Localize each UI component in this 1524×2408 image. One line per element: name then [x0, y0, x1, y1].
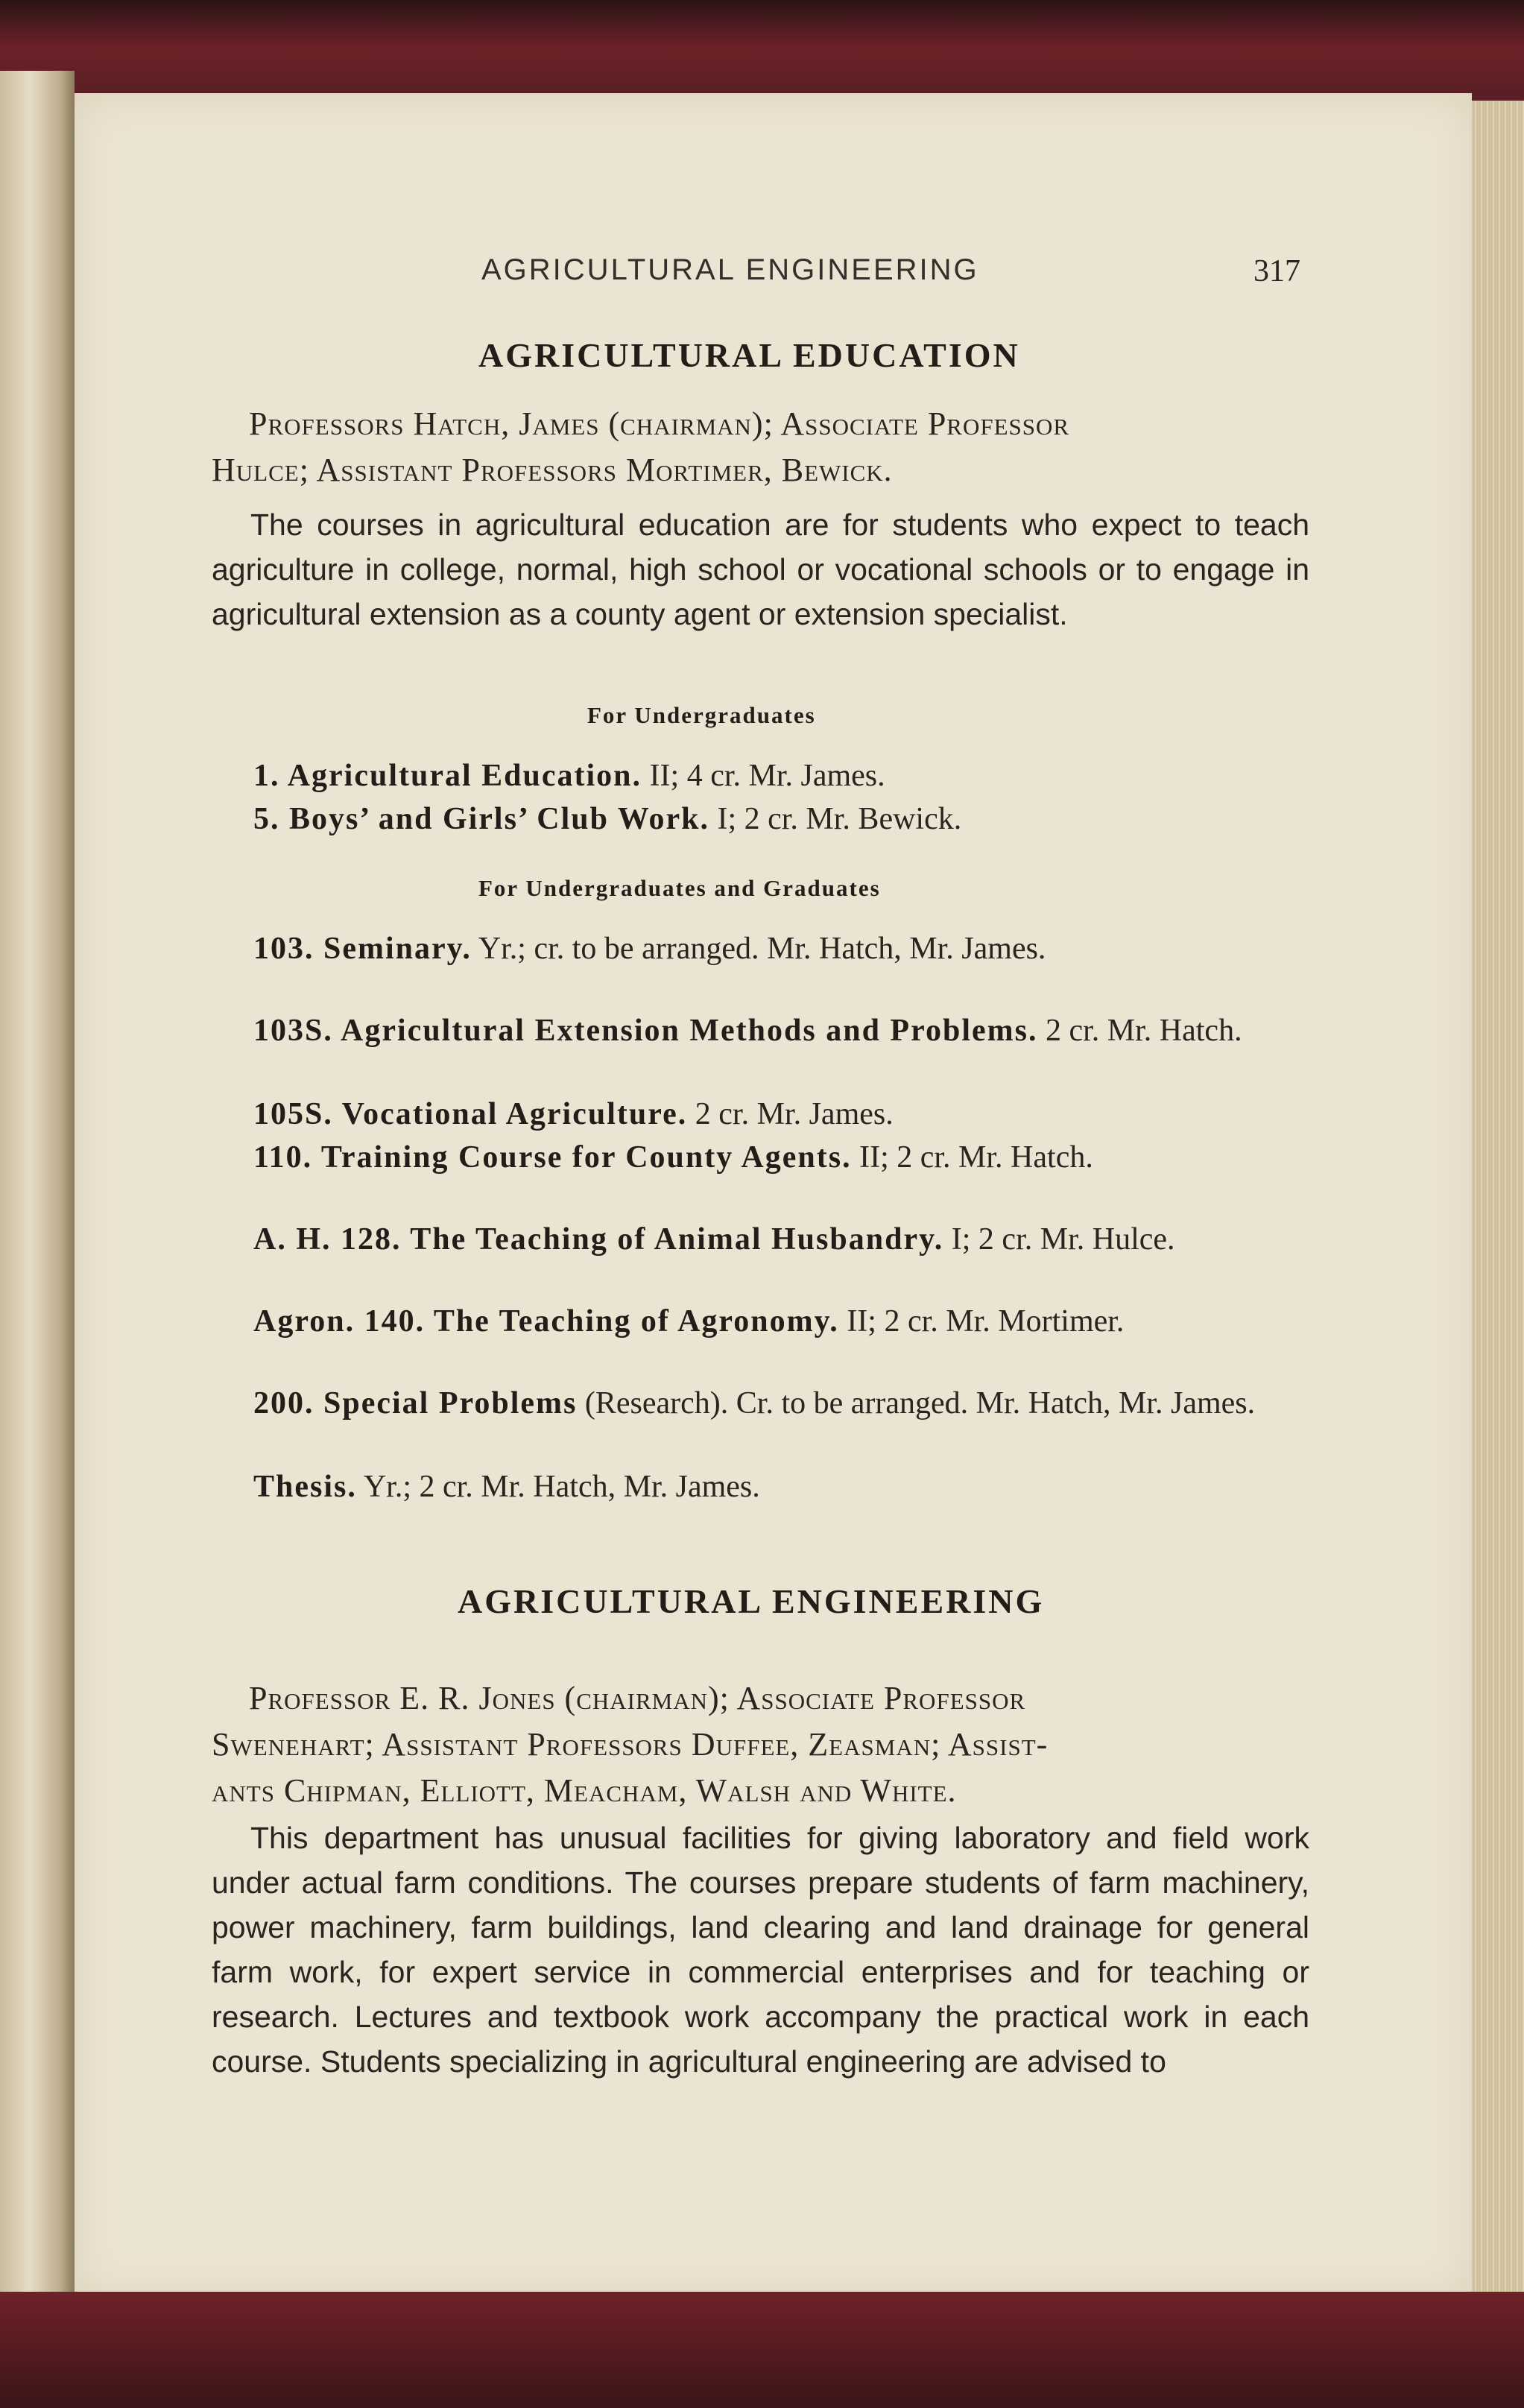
course-details: Yr.; cr. to be arranged. Mr. Hatch, Mr. James. [471, 932, 1046, 966]
engineering-faculty-line-1: Professor E. R. Jones (chairman); Associate Professor [249, 1680, 1026, 1716]
page-number: 317 [1253, 254, 1300, 288]
course-details: 2 cr. Mr. James. [687, 1097, 894, 1131]
course-details: Yr.; 2 cr. Mr. Hatch, Mr. James. [356, 1470, 760, 1504]
course-entry [212, 1009, 1309, 1052]
page-fore-edge [1472, 101, 1524, 2299]
course-entry [212, 1465, 1309, 1508]
course-details: 2 cr. Mr. Hatch. [1037, 1014, 1242, 1048]
course-title: 1. Agricultural Education. [253, 759, 642, 793]
education-faculty-line-1: Professors Hatch, James (chairman); Associate Professor [249, 405, 1070, 442]
book-cover-top-edge [0, 0, 1524, 89]
course-title: A. H. 128. The Teaching of Animal Husbandry. [253, 1222, 944, 1257]
facing-page-edge [0, 71, 75, 2307]
course-entry [212, 754, 1309, 797]
undergraduates-heading: For Undergraduates [587, 702, 816, 728]
running-head-title: AGRICULTURAL ENGINEERING [481, 253, 979, 286]
course-entry [212, 1300, 1309, 1343]
course-details: II; 4 cr. Mr. James. [642, 759, 885, 793]
course-title: Agron. 140. The Teaching of Agronomy. [253, 1304, 839, 1339]
section-title-education: AGRICULTURAL EDUCATION [478, 336, 1020, 374]
course-title: 110. Training Course for County Agents. [253, 1140, 852, 1175]
education-intro-paragraph: The courses in agricultural education are for students who expect to teach agriculture in college, normal, high school or vocational schools or to engage in agricultural extension as a county agent or extension specialist. [212, 508, 1309, 631]
course-entry [212, 1382, 1309, 1425]
course-title: 103. Seminary. [253, 932, 472, 966]
course-entry [212, 1136, 1309, 1179]
course-title: 103S. Agricultural Extension Methods and Problems. [253, 1014, 1038, 1048]
course-details: II; 2 cr. Mr. Hatch. [851, 1140, 1093, 1175]
book-cover-bottom-edge [0, 2292, 1524, 2408]
course-entry [212, 797, 1309, 841]
course-entry [212, 1218, 1309, 1261]
engineering-faculty-line-2: Swenehart; Assistant Professors Duffee, Zeasman; Assist- [212, 1726, 1049, 1763]
course-entry [212, 1093, 1309, 1136]
course-details: I; 2 cr. Mr. Bewick. [709, 802, 962, 836]
section-title-engineering: AGRICULTURAL ENGINEERING [458, 1582, 1045, 1620]
course-details: II; 2 cr. Mr. Mortimer. [838, 1304, 1125, 1339]
course-details: I; 2 cr. Mr. Hulce. [943, 1222, 1175, 1257]
course-title: 200. Special Problems [253, 1386, 578, 1421]
course-entry [212, 927, 1309, 970]
engineering-intro-paragraph: This department has unusual facilities for giving laboratory and field work under actual farm conditions. The courses prepare students of farm machinery, power machinery, farm buildings, land clearing and land drainage for general farm work, for expert service in commercial enterprises and for teaching or research. Lectures and textbook work accompany the practical work in each course. Students specializing in agricultural engineering are advised to [212, 1821, 1309, 2079]
course-details: (Research). Cr. to be arranged. Mr. Hatch, Mr. James. [577, 1386, 1256, 1421]
course-title: 5. Boys’ and Girls’ Club Work. [253, 802, 709, 836]
undergraduates-and-graduates-heading: For Undergraduates and Graduates [478, 875, 881, 901]
engineering-faculty-line-3: ants Chipman, Elliott, Meacham, Walsh and White. [212, 1772, 957, 1809]
course-title: 105S. Vocational Agriculture. [253, 1097, 688, 1131]
course-title: Thesis. [253, 1470, 357, 1504]
education-faculty-line-2: Hulce; Assistant Professors Mortimer, Bewick. [212, 452, 893, 488]
